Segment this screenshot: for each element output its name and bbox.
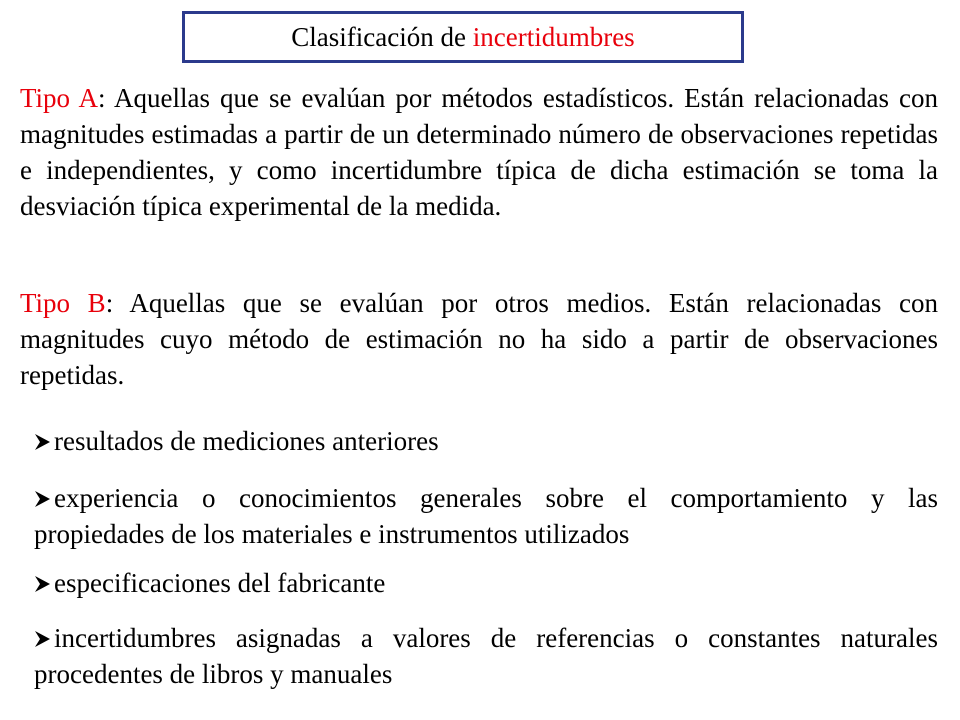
tipo-b-paragraph	[20, 285, 938, 393]
arrow-bullet-icon	[34, 620, 52, 656]
tipo-a-paragraph	[20, 80, 938, 224]
arrow-bullet-icon	[34, 423, 52, 459]
arrow-bullet-icon	[34, 565, 52, 601]
list-item	[34, 620, 938, 692]
tipo-b-label: Tipo B	[20, 288, 106, 318]
title-highlight: incertidumbres	[472, 21, 635, 52]
tipo-a-label: Tipo A	[20, 83, 99, 113]
tipo-a-text: : Aquellas que se evalúan por métodos estadísticos. Están relacionadas con magnitudes estimadas a partir de un determinado número de observaciones repetidas e independientes, y como incertidumbre típica de dicha estimación se toma la desviación típica experimental de la medida.	[20, 83, 938, 221]
tipo-b-text: : Aquellas que se evalúan por otros medios. Están relacionadas con magnitudes cuyo método de estimación no ha sido a partir de observaciones repetidas.	[20, 288, 938, 390]
arrow-bullet-icon	[34, 480, 52, 516]
slide-title	[182, 11, 744, 63]
list-item	[34, 565, 938, 601]
list-item-text: resultados de mediciones anteriores	[54, 426, 439, 456]
title-prefix: Clasificación de	[291, 21, 466, 52]
list-item	[34, 480, 938, 552]
list-item-text: especificaciones del fabricante	[54, 568, 386, 598]
list-item-text: incertidumbres asignadas a valores de referencias o constantes naturales procedentes de libros y manuales	[34, 623, 938, 689]
list-item	[34, 423, 938, 459]
list-item-text: experiencia o conocimientos generales sobre el comportamiento y las propiedades de los materiales e instrumentos utilizados	[34, 483, 938, 549]
